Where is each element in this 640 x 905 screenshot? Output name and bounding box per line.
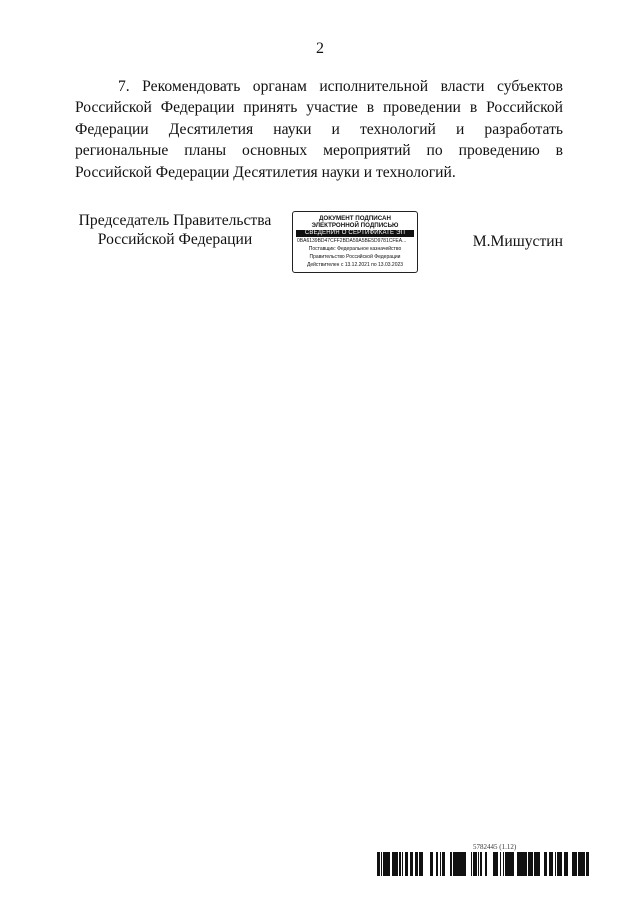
stamp-line1: ДОКУМЕНТ ПОДПИСАН (319, 215, 391, 222)
signer-name: М.Мишустин (472, 233, 563, 250)
stamp-validity: Действителен с 13.12.2021 по 13.03.2023 (306, 262, 404, 269)
signer-title (75, 211, 275, 249)
electronic-signature-stamp (292, 211, 418, 273)
stamp-issuer-line2: Правительство Российской Федерации (309, 254, 401, 261)
barcode-icon (377, 852, 589, 876)
stamp-certificate-bar: СВЕДЕНИЯ О СЕРТИФИКАТЕ ЭП (296, 230, 414, 237)
signer-title-line1: Председатель Правительства (78, 212, 272, 229)
signer-title-line2: Российской Федерации (97, 231, 253, 248)
stamp-line2: ЭЛЕКТРОННОЙ ПОДПИСЬЮ (311, 222, 399, 230)
stamp-issuer-line1: Поставщик: Федеральное казначейство (308, 246, 402, 253)
barcode-label: 5782445 (1.12) (473, 843, 517, 851)
page-number: 2 (316, 40, 324, 57)
stamp-serial: 0BA6139BD47CFF2BDA59A5BE5D9781CFEA... (297, 238, 407, 245)
paragraph-item-7: 7. Рекомендовать органам исполнительной власти субъектов Российской Федерации принять участие в проведении в Российской Федерации Десятилетия науки и технологий и разработать региональные планы основных мероприятий по проведению в Российской Федерации Десятилетия науки и технологий. (75, 78, 563, 181)
stamp-header (293, 215, 417, 229)
